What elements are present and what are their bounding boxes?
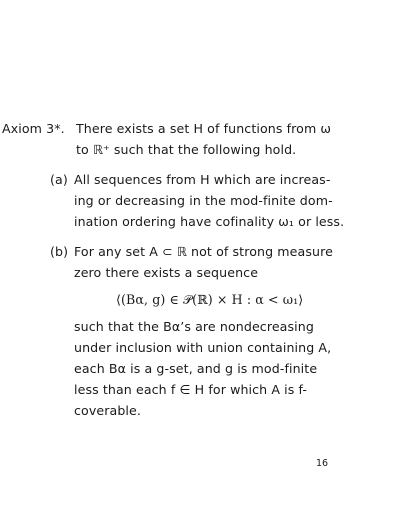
- item-a-line-1: All sequences from H which are increas-: [74, 172, 331, 187]
- axiom-line-1: There exists a set H of functions from ω: [76, 121, 332, 136]
- item-b-line-2: zero there exists a sequence: [74, 265, 259, 280]
- item-b-cont-2: under inclusion with union containing A,: [74, 340, 332, 355]
- display-formula: ⟨(Bα, g) ∈ 𝒫(ℝ) × H : α < ω₁⟩: [116, 292, 304, 307]
- page-number: 16: [316, 458, 329, 469]
- item-b-line-1: For any set A ⊂ ℝ not of strong measure: [74, 244, 333, 259]
- axiom-label: Axiom 3*.: [2, 121, 65, 136]
- item-a-line-2: ing or decreasing in the mod-finite dom-: [74, 193, 333, 208]
- item-a-label: (a): [50, 172, 68, 187]
- item-b-cont-1: such that the Bα’s are nondecreasing: [74, 319, 314, 334]
- item-a-line-3: ination ordering have cofinality ω₁ or less.: [74, 214, 345, 229]
- item-b-cont-4: less than each f ∈ H for which A is f-: [74, 382, 308, 397]
- item-b-cont-5: coverable.: [74, 403, 141, 418]
- item-b-label: (b): [50, 244, 69, 259]
- item-b-cont-3: each Bα is a g-set, and g is mod-finite: [74, 361, 318, 376]
- axiom-line-2: to ℝ⁺ such that the following hold.: [76, 142, 297, 157]
